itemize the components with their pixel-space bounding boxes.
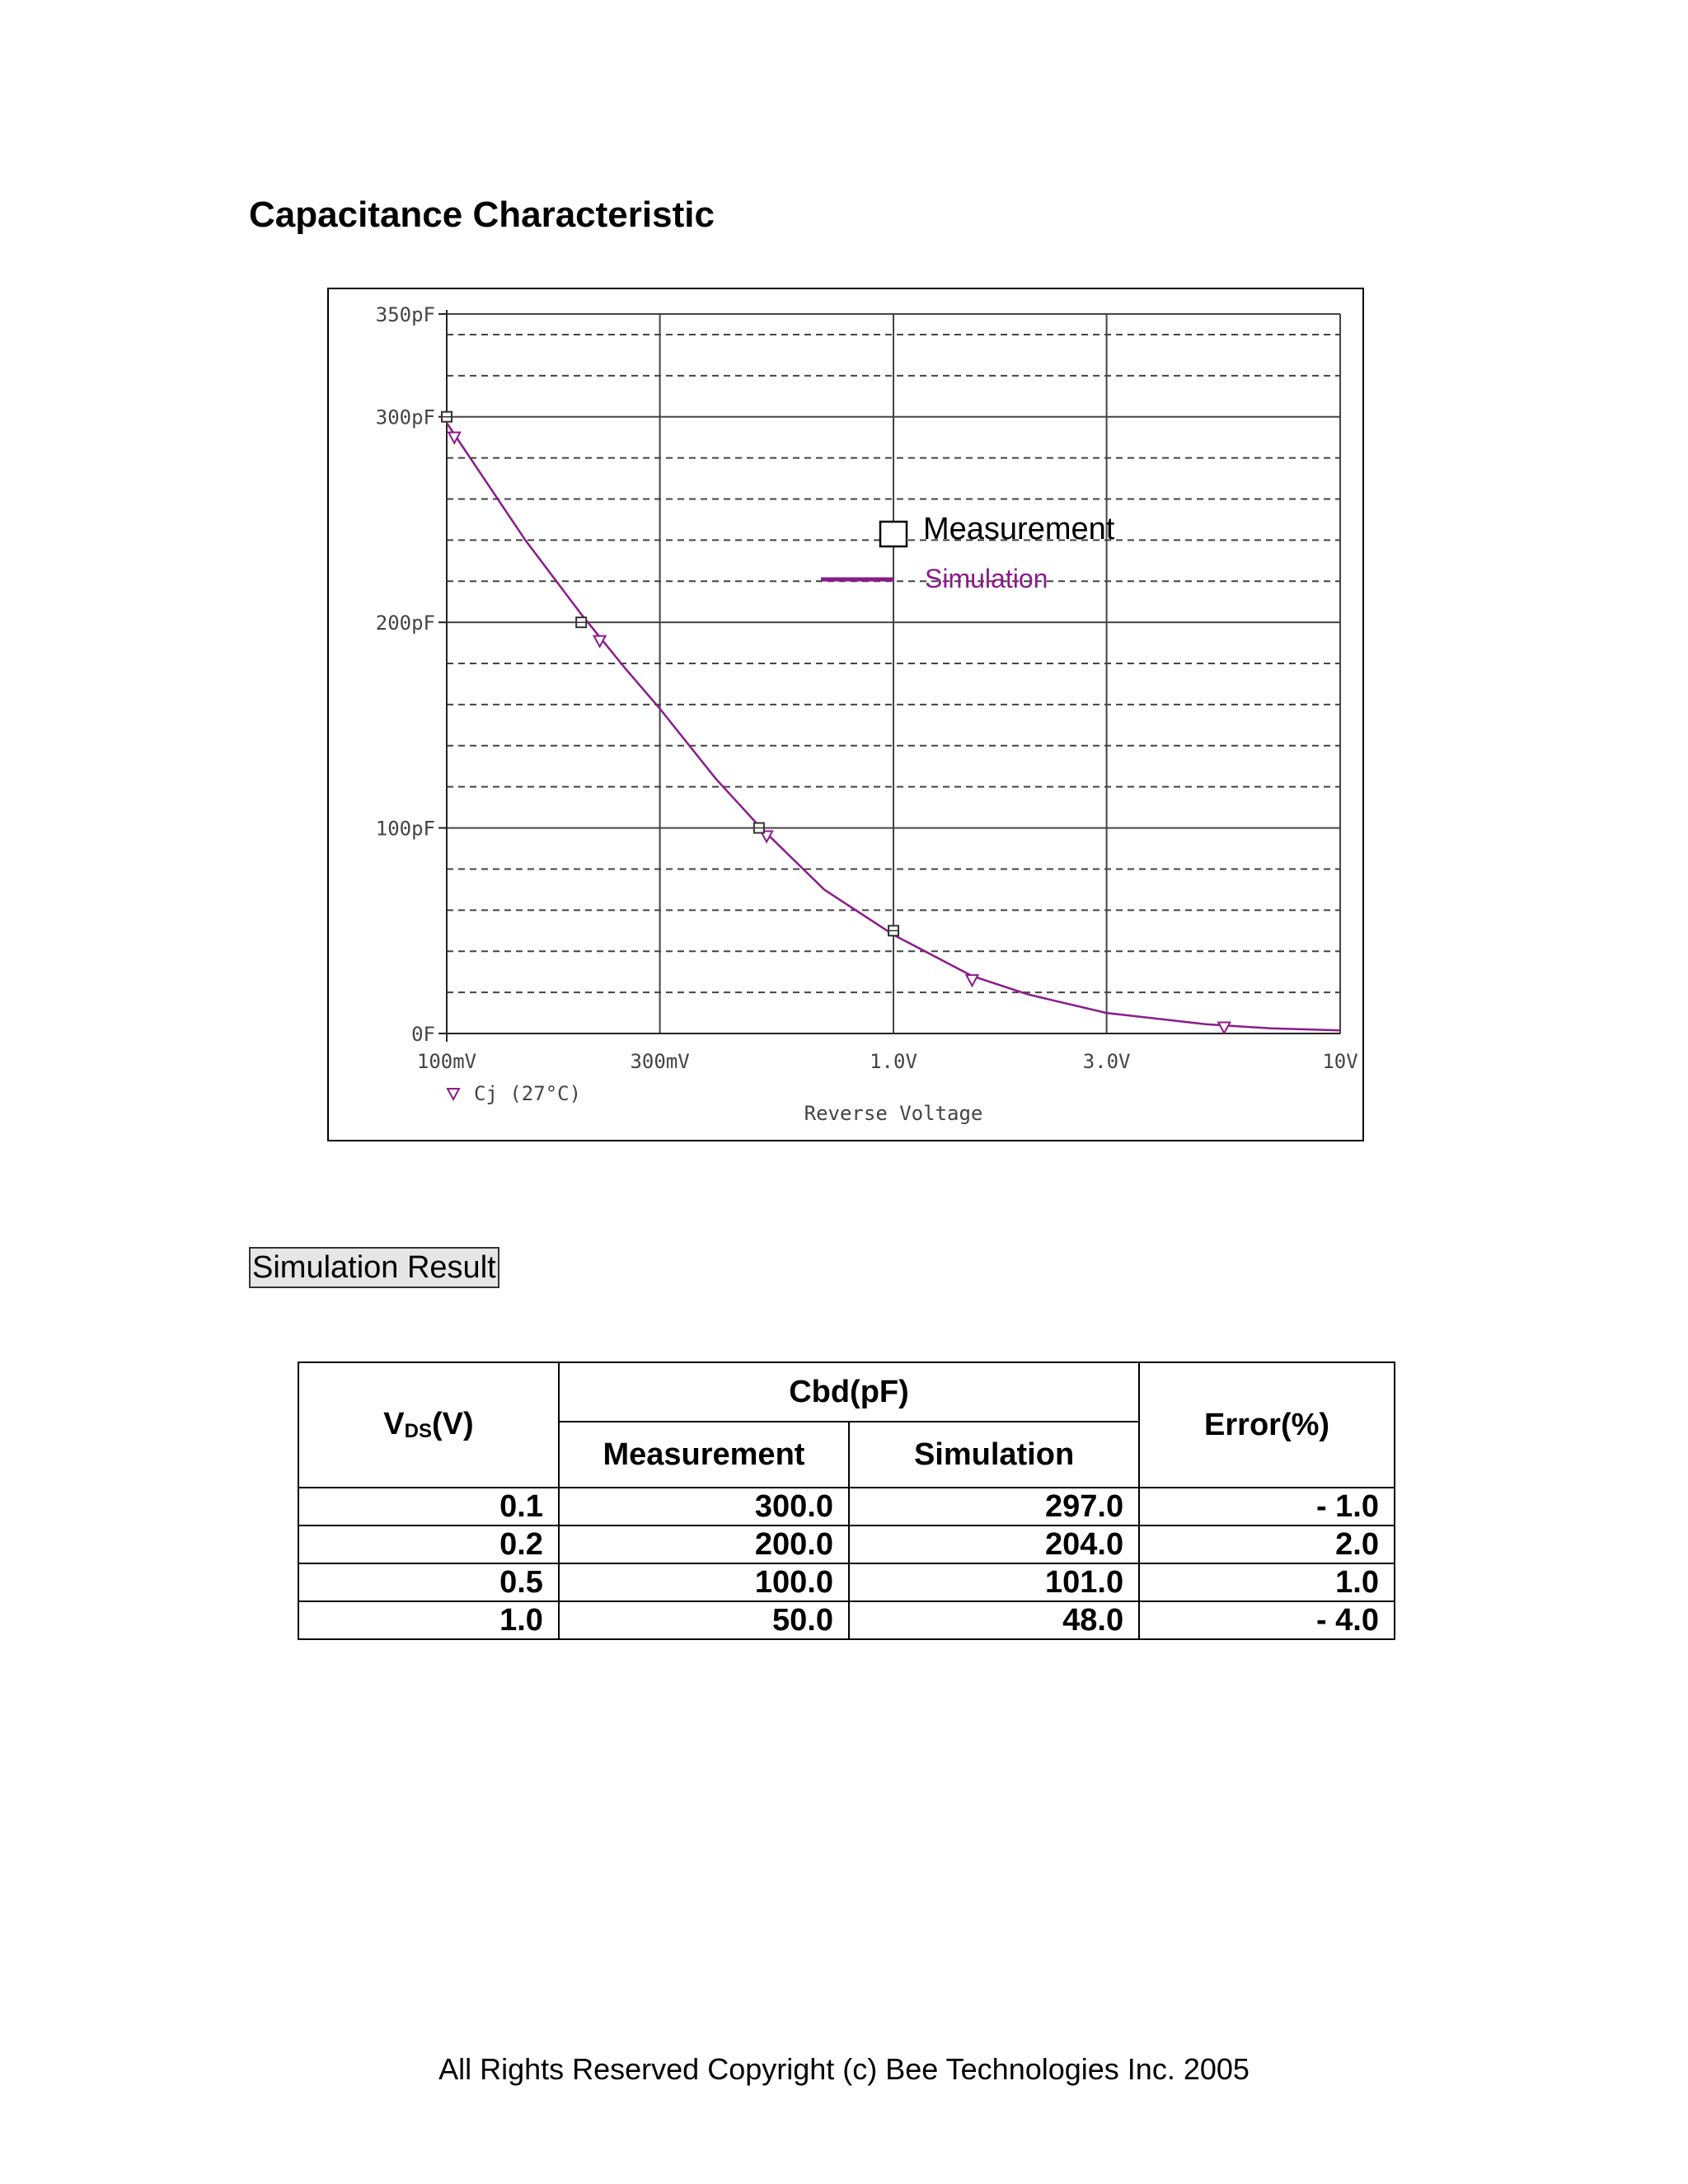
x-tick-label: 100mV [416,1050,477,1073]
legend-simulation-label: Simulation [925,564,1048,593]
cell-error: - 1.0 [1139,1488,1395,1526]
y-tick-label: 200pF [375,612,435,635]
cell-vds: 0.1 [298,1488,559,1526]
legend-measurement-box [880,522,907,546]
x-axis-title: Reverse Voltage [804,1102,983,1125]
cell-simulation: 48.0 [849,1601,1139,1639]
x-tick-label: 3.0V [1082,1050,1131,1073]
copyright-footer: All Rights Reserved Copyright (c) Bee Technologies Inc. 2005 [438,2052,1250,2086]
table-row [298,1526,1395,1563]
cell-vds: 1.0 [298,1601,559,1639]
cell-measurement: 100.0 [559,1563,849,1601]
x-tick-label: 300mV [630,1050,690,1073]
header-vds: $V_{DS}(V)$ [298,1362,559,1488]
page-title: Capacitance Characteristic [249,194,715,235]
trace-legend-marker [448,1089,459,1099]
header-cbd: Cbd(pF) [559,1362,1139,1422]
simulation-marker [1218,1023,1230,1033]
cell-measurement: 50.0 [559,1601,849,1639]
table-row [298,1601,1395,1639]
header-simulation: Simulation [849,1422,1139,1488]
y-tick-label: 350pF [375,303,435,326]
header-measurement: Measurement [559,1422,849,1488]
trace-legend-label: Cj (27°C) [474,1082,582,1105]
cell-error: 2.0 [1139,1526,1395,1563]
header-error: Error(%) [1139,1362,1395,1488]
legend-measurement-label: Measurement [923,512,1115,546]
cell-vds: 0.5 [298,1563,559,1601]
simulation-result-label: Simulation Result [249,1247,499,1288]
cell-measurement: 200.0 [559,1526,849,1563]
table-row [298,1563,1395,1601]
cell-simulation: 204.0 [849,1526,1139,1563]
y-tick-label: 0F [411,1023,435,1046]
cell-simulation: 101.0 [849,1563,1139,1601]
y-tick-label: 100pF [375,817,435,841]
cell-simulation: 297.0 [849,1488,1139,1526]
simulation-marker [966,975,978,986]
cell-error: - 4.0 [1139,1601,1395,1639]
x-tick-label: 10V [1322,1050,1358,1073]
capacitance-chart [327,288,1364,1141]
x-tick-label: 1.0V [870,1050,917,1073]
cell-measurement: 300.0 [559,1488,849,1526]
cell-error: 1.0 [1139,1563,1395,1601]
results-table [298,1361,1395,1640]
table-row [298,1488,1395,1526]
chart-svg [329,289,1362,1140]
cell-vds: 0.2 [298,1526,559,1563]
y-tick-label: 300pF [375,405,435,429]
